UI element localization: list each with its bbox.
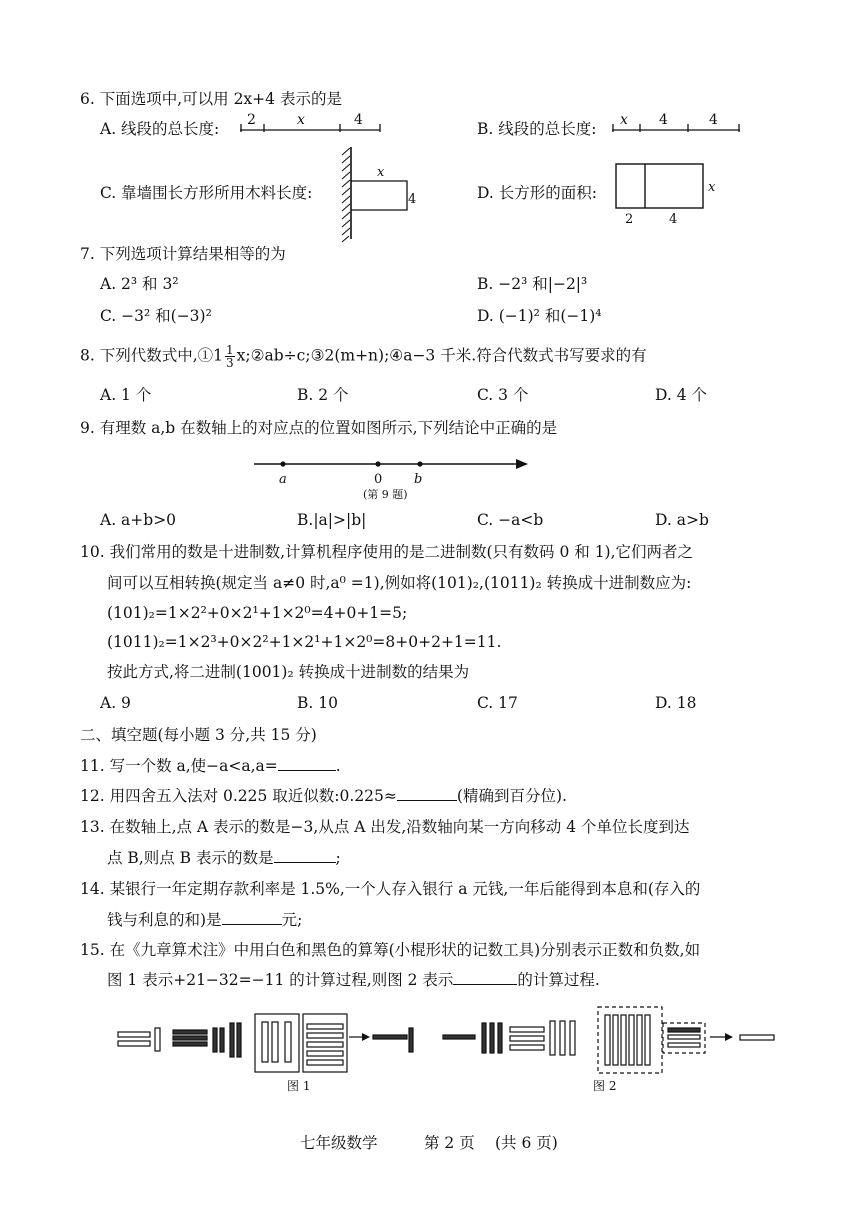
- q12: [80, 786, 567, 806]
- counting-rods-figure-2: [440, 1005, 785, 1095]
- q10-line1: 10. 我们常用的数是十进制数,计算机程序使用的是二进制数(只有数码 0 和 1),它们两者之: [80, 543, 694, 561]
- q6-stem: 6. 下面选项中,可以用 2x+4 表示的是: [80, 90, 342, 108]
- q12-end: (精确到百分位).: [456, 787, 567, 805]
- q14-text: 钱与利息的和)是: [107, 911, 222, 929]
- q6-option-d-label: D. 长方形的面积:: [477, 184, 597, 202]
- q7-option-d: D. (−1)² 和(−1)⁴: [477, 307, 602, 325]
- q13-text: 点 B,则点 B 表示的数是: [107, 849, 274, 867]
- q9-option-b: B.|a|>|b|: [297, 511, 367, 529]
- q9-label-0: 0: [374, 472, 383, 487]
- q12-text: 12. 用四舍五入法对 0.225 取近似数:0.225≈: [80, 787, 397, 805]
- q6a-seg-3: 4: [354, 112, 363, 128]
- q11-text: 11. 写一个数 a,使−a<a,a=: [80, 757, 278, 775]
- q10-option-c: C. 17: [477, 694, 518, 712]
- q7-option-c: C. −3² 和(−3)²: [100, 307, 212, 325]
- q6-option-a-segment-figure: [240, 110, 390, 140]
- q8-stem: [80, 344, 647, 369]
- q9-number-line: [250, 450, 540, 505]
- q9-label-b: b: [414, 472, 423, 487]
- section-2-heading: 二、填空题(每小题 3 分,共 15 分): [80, 726, 317, 744]
- q15-end: 的计算过程.: [517, 971, 600, 989]
- figure-2-caption: 图 2: [593, 1079, 617, 1093]
- q13-blank[interactable]: [274, 848, 336, 863]
- q13-line1: 13. 在数轴上,点 A 表示的数是−3,从点 A 出发,沿数轴向某一方向移动 4 个单位长度到达: [80, 818, 690, 836]
- q6a-seg-1: 2: [247, 112, 256, 128]
- q8-option-c: C. 3 个: [477, 386, 529, 404]
- q9-option-d: D. a>b: [655, 511, 709, 529]
- q14-blank[interactable]: [222, 910, 282, 925]
- q6-option-b-segment-figure: [612, 110, 747, 140]
- q9-stem: 9. 有理数 a,b 在数轴上的对应点的位置如图所示,下列结论中正确的是: [80, 419, 558, 437]
- q8-stem-prefix: 8. 下列代数式中,①1: [80, 346, 224, 365]
- q15-line1: 15. 在《九章算术注》中用白色和黑色的算筹(小棍形状的记数工具)分别表示正数和负数,如: [80, 941, 701, 959]
- q6-option-b-label: B. 线段的总长度:: [477, 120, 597, 138]
- q6-option-c-wall-figure: [338, 145, 428, 245]
- q14-line1: 14. 某银行一年定期存款利率是 1.5%,一个人存入银行 a 元钱,一年后能得到本息和(存入的: [80, 880, 701, 898]
- footer-subject: 七年级数学: [300, 1134, 378, 1152]
- q9-option-a: A. a+b>0: [100, 511, 177, 529]
- q6b-seg-3: 4: [709, 112, 718, 128]
- q8-option-a: A. 1 个: [100, 386, 152, 404]
- q8-option-d: D. 4 个: [655, 386, 708, 404]
- q6a-seg-2: x: [297, 112, 305, 128]
- q8-fraction: [225, 344, 235, 369]
- q9-caption: (第 9 题): [363, 488, 408, 501]
- q12-blank[interactable]: [397, 786, 457, 801]
- q13-line2: [107, 848, 341, 868]
- footer-page: 第 2 页: [424, 1134, 475, 1152]
- q8-frac-den: 3: [226, 356, 234, 370]
- q10-line2: 间可以互相转换(规定当 a≠0 时,a⁰ =1),例如将(101)₂,(1011)₂ 转换成十进制数应为:: [107, 574, 692, 592]
- q15-blank[interactable]: [453, 970, 517, 985]
- q11-end: .: [335, 757, 341, 775]
- q6c-dim-x: x: [377, 165, 385, 180]
- q10-line4: (1011)₂=1×2³+0×2²+1×2¹+1×2⁰=8+0+2+1=11.: [107, 633, 502, 651]
- q6c-dim-4: 4: [408, 192, 417, 207]
- q6-option-c-label: C. 靠墙围长方形所用木料长度:: [100, 184, 313, 202]
- q10-line5: 按此方式,将二进制(1001)₂ 转换成十进制数的结果为: [107, 663, 470, 681]
- q10-line3: (101)₂=1×2²+0×2¹+1×2⁰=4+0+1=5;: [107, 604, 408, 622]
- q8-stem-suffix: x;②ab÷c;③2(m+n);④a−3 千米.符合代数式书写要求的有: [236, 346, 647, 365]
- q7-stem: 7. 下列选项计算结果相等的为: [80, 245, 286, 263]
- q6-option-a-label: A. 线段的总长度:: [100, 120, 220, 138]
- q10-option-b: B. 10: [297, 694, 338, 712]
- q15-line2: [107, 970, 600, 990]
- q6d-dim-x: x: [708, 180, 716, 195]
- q6-option-d-rect-figure: [615, 160, 725, 230]
- q13-end: ;: [335, 849, 341, 867]
- counting-rods-figure-1: [115, 1010, 425, 1095]
- footer-total: (共 6 页): [495, 1134, 558, 1152]
- q6d-dim-4: 4: [669, 212, 678, 227]
- q10-option-a: A. 9: [100, 694, 131, 712]
- q14-end: 元;: [281, 911, 303, 929]
- q7-option-b: B. −2³ 和|−2|³: [477, 275, 588, 293]
- figure-1-caption: 图 1: [287, 1079, 311, 1093]
- q11-blank[interactable]: [278, 756, 336, 771]
- q8-frac-num: 1: [226, 343, 234, 357]
- q11: [80, 756, 341, 776]
- q14-line2: [107, 910, 302, 930]
- q10-option-d: D. 18: [655, 694, 697, 712]
- q6d-dim-2: 2: [625, 212, 634, 227]
- q6b-seg-2: 4: [659, 112, 668, 128]
- q8-option-b: B. 2 个: [297, 386, 349, 404]
- q15-text: 图 1 表示+21−32=−11 的计算过程,则图 2 表示: [107, 971, 454, 989]
- q7-option-a: A. 2³ 和 3²: [100, 275, 179, 293]
- q9-option-c: C. −a<b: [477, 511, 544, 529]
- q9-label-a: a: [279, 472, 287, 487]
- q6b-seg-1: x: [620, 112, 628, 128]
